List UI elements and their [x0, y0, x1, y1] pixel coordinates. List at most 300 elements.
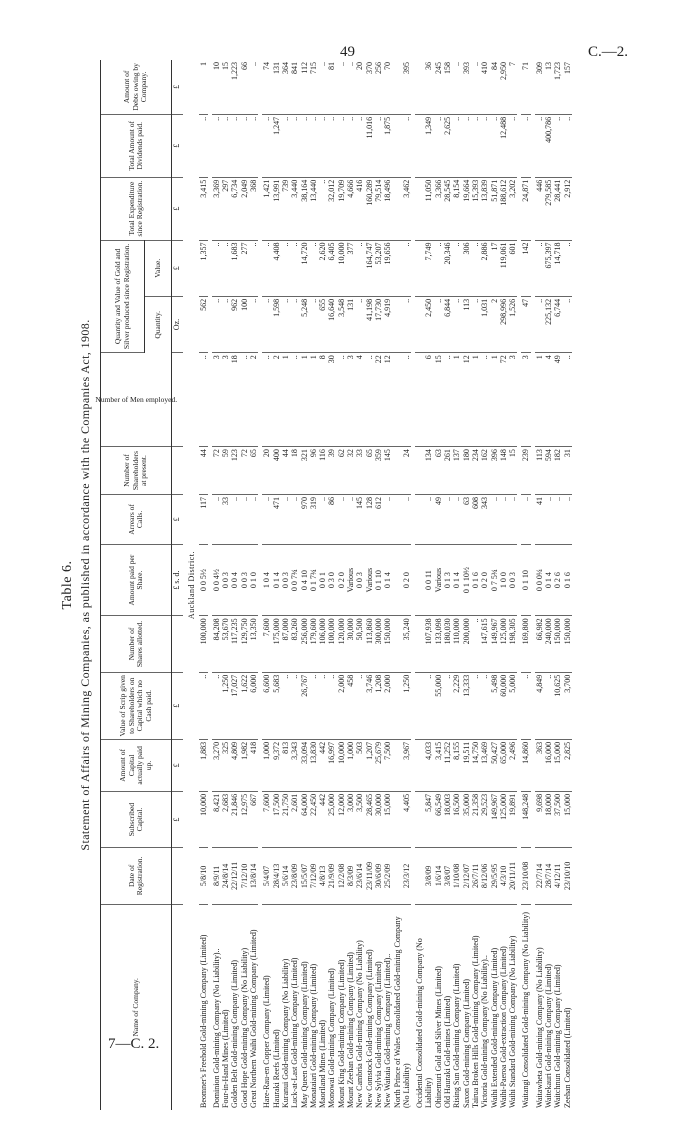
cell-dividends: ..	[535, 114, 544, 177]
cell-paid-up: 1,207	[365, 739, 374, 791]
cell-name: Good Hope Gold-mining Company (No Liability)	[239, 947, 249, 1108]
cell-value: 20,346	[443, 240, 452, 296]
cell-shares: 300,000	[374, 616, 383, 672]
cell-holders: 113	[535, 447, 544, 495]
cell-quantity: 2,450	[415, 296, 434, 352]
cell-debts: 74	[262, 60, 271, 114]
cell-men: 1	[281, 353, 290, 447]
cell-men: 3	[521, 353, 530, 447]
cell-shares: 147,615	[480, 616, 489, 672]
cell-dividends: ..	[346, 114, 355, 177]
cell-amount-paid: 0 3 0	[327, 544, 336, 616]
cell-paid-up: 1,000	[346, 739, 355, 791]
cell-dividends: ..	[462, 114, 471, 177]
cell-scrip: 3,700	[563, 672, 572, 739]
table-body	[172, 60, 572, 1110]
cell-value: 6,405	[327, 240, 336, 296]
cell-shares: 7,600	[262, 616, 271, 672]
cell-men: 8	[318, 353, 327, 447]
cell-shares: 198,305	[508, 616, 517, 672]
cell-shares: 110,000	[452, 616, 461, 672]
cell-scrip: ..	[415, 672, 434, 739]
cell-arrears: 33	[221, 494, 230, 544]
cell-value: 4,408	[272, 240, 281, 296]
cell-name: Golden Belt Gold-mining Company (Limited)	[230, 960, 240, 1108]
cell-debts: 309	[535, 60, 544, 114]
table-row	[230, 60, 239, 1110]
cell-holders: 123	[230, 447, 239, 495]
cell-shares: 125,000	[499, 616, 508, 672]
cell-dividends: 12,488	[499, 114, 508, 177]
cell-quantity: 562	[199, 296, 208, 352]
cell-shares: 117,235	[230, 616, 239, 672]
cell-amount-paid: 0 2 0	[480, 544, 489, 616]
cell-debts: 15	[221, 60, 230, 114]
cell-holders: 62	[337, 447, 346, 495]
cell-amount-paid: 0 1 4	[383, 544, 392, 616]
cell-amount-paid: 0 0 5½	[199, 544, 208, 616]
cell-debts: 395	[393, 60, 412, 114]
cell-expenditure: 3,202	[508, 177, 517, 240]
cell-men: 12	[462, 353, 471, 447]
cell-shares: 180,030	[443, 616, 452, 672]
cell-shares: 100,000	[327, 616, 336, 672]
cell-scrip: 60,000	[499, 672, 508, 739]
cell-paid-up: 14,750	[471, 739, 480, 791]
cell-quantity: ..	[212, 296, 221, 352]
cell-scrip: ..	[471, 672, 480, 739]
cell-holders: 148	[499, 447, 508, 495]
cell-value: 164,747	[365, 240, 374, 296]
cell-expenditure: 6,734	[230, 177, 239, 240]
cell-value: 10,000	[337, 240, 346, 296]
cell-subscribed: 21,846	[230, 791, 239, 847]
cell-quantity: 6,744	[553, 296, 562, 352]
table-row	[553, 60, 562, 1110]
cell-subscribed: 18,003	[443, 791, 452, 847]
cell-debts: 157	[563, 60, 572, 114]
cell-shares: 106,000	[318, 616, 327, 672]
cell-paid-up: 3,967	[393, 739, 412, 791]
cell-holders: 44	[199, 447, 208, 495]
unit-scrip: £	[172, 672, 184, 739]
cell-amount-paid: 0 1 10	[521, 544, 530, 616]
cell-shares: 200,000	[462, 616, 471, 672]
cell-holders: 162	[480, 447, 489, 495]
cell-expenditure: 297	[221, 177, 230, 240]
cell-men: 30	[327, 353, 336, 447]
cell-name: Great Northern Waihi Gold-mining Company (Limited)	[249, 929, 259, 1108]
cell-quantity: 47	[521, 296, 530, 352]
cell-name: Hare-Rau-en Copper Company (Limited)	[262, 975, 272, 1108]
cell-dividends: 2,625	[443, 114, 452, 177]
cell-shares: 169,800	[521, 616, 530, 672]
table-row	[563, 60, 572, 1110]
cell-scrip: 5,498	[490, 672, 499, 739]
cell-men: 3	[508, 353, 517, 447]
cell-name: Hauraki Reefs (Limited)	[271, 1029, 281, 1108]
cell-arrears: ..	[563, 494, 572, 544]
cell-paid-up: 25,679	[374, 739, 383, 791]
cell-dividends: 1,349	[415, 114, 434, 177]
cell-amount-paid: 0 1 4	[544, 544, 553, 616]
table-row	[490, 60, 499, 1110]
cell-amount-paid: 0 1 6	[563, 544, 572, 616]
cell-expenditure: 13,991	[272, 177, 281, 240]
cell-value: 2,620	[318, 240, 327, 296]
cell-expenditure: 13,440	[309, 177, 318, 240]
cell-holders: 33	[355, 447, 364, 495]
cell-dividends: ..	[327, 114, 336, 177]
cell-expenditure: 3,366	[434, 177, 443, 240]
cell-amount-paid: 1 0 4	[262, 544, 271, 616]
cell-date: 29/5/95	[490, 848, 499, 904]
table-row	[499, 60, 508, 1110]
table-row	[434, 60, 443, 1110]
cell-scrip: 6,000	[249, 672, 258, 739]
cell-quantity: 225,132	[544, 296, 553, 352]
cell-dividends: ..	[281, 114, 290, 177]
cell-name: Waitchnun Gold-mining Company (Limited)	[553, 964, 563, 1108]
cell-value: 675,397	[544, 240, 553, 296]
cell-date: 8/9/11	[212, 848, 221, 904]
cell-arrears: ..	[383, 494, 392, 544]
cell-holders: 44	[281, 447, 290, 495]
cell-expenditure: 8,154	[452, 177, 461, 240]
cell-scrip: ..	[327, 672, 336, 739]
cell-date: 3/8/07	[443, 848, 452, 904]
cell-date: 1/10/08	[452, 848, 461, 904]
cell-scrip: 10,625	[553, 672, 562, 739]
cell-scrip: ..	[290, 672, 299, 739]
cell-quantity: ..	[262, 296, 271, 352]
cell-dividends: ..	[337, 114, 346, 177]
cell-date: 15/5/07	[300, 848, 309, 904]
units-row	[172, 60, 184, 1110]
cell-men: 3	[346, 353, 355, 447]
cell-shares: 87,000	[281, 616, 290, 672]
cell-quantity: 16,640	[327, 296, 336, 352]
cell-dividends: 1,247	[272, 114, 281, 177]
cell-amount-paid: 0 1 6	[471, 544, 480, 616]
table-title: Table 6.	[60, 560, 75, 610]
cell-subscribed: 16,500	[452, 791, 461, 847]
cell-value: ..	[471, 240, 480, 296]
cell-quantity: ..	[452, 296, 461, 352]
cell-holders: 18	[290, 447, 299, 495]
cell-holders: 39	[327, 447, 336, 495]
cell-name: Monowai Gold-mining Company (Limited)	[327, 968, 337, 1108]
district-row	[183, 60, 198, 1110]
cell-expenditure: 79,514	[374, 177, 383, 240]
unit-quantity: Oz.	[172, 296, 184, 352]
cell-holders: 65	[365, 447, 374, 495]
cell-amount-paid: 0 0 4	[230, 544, 239, 616]
cell-holders: 24	[393, 447, 412, 495]
cell-holders: 594	[544, 447, 553, 495]
table-row	[443, 60, 452, 1110]
cell-subscribed: 15,000	[383, 791, 392, 847]
cell-scrip: 1,250	[393, 672, 412, 739]
cell-men: 18	[230, 353, 239, 447]
cell-name: Beomner's Freehold Gold-mining Company (Limited)	[198, 934, 208, 1108]
cell-paid-up: 9,372	[272, 739, 281, 791]
cell-holders: 261	[443, 447, 452, 495]
cell-shares: 175,000	[272, 616, 281, 672]
cell-holders: 359	[374, 447, 383, 495]
cell-shares: 240,000	[544, 616, 553, 672]
cell-dividends: ..	[318, 114, 327, 177]
cell-value: 53,207	[374, 240, 383, 296]
col-header-dividends: Total Amount of Dividends paid.	[101, 114, 172, 177]
col-header-amount-paid: Amount paid per Share.	[101, 544, 172, 616]
cell-date: 24/8/14	[221, 848, 230, 904]
cell-holders: 31	[563, 447, 572, 495]
cell-men: 1	[535, 353, 544, 447]
cell-paid-up: 2,496	[508, 739, 517, 791]
cell-quantity: ..	[290, 296, 299, 352]
cell-date: 1/6/14	[434, 848, 443, 904]
cell-debts: 1,223	[230, 60, 239, 114]
cell-men: 2	[272, 353, 281, 447]
cell-men: ..	[365, 353, 374, 447]
cell-quantity: 1,031	[480, 296, 489, 352]
cell-paid-up: 4,033	[415, 739, 434, 791]
cell-debts: 36	[415, 60, 434, 114]
cell-value: ..	[535, 240, 544, 296]
cell-date: 23/11/09	[365, 848, 374, 904]
cell-debts: ..	[318, 60, 327, 114]
cell-men: 12	[383, 353, 392, 447]
cell-amount-paid: Various	[434, 544, 443, 616]
cell-date: 7/12/10	[240, 848, 249, 904]
cell-debts: 410	[480, 60, 489, 114]
cell-men: 3	[221, 353, 230, 447]
col-header-subscribed: Subscribed Capital.	[101, 791, 172, 847]
cell-expenditure: 38,164	[300, 177, 309, 240]
cell-value: 277	[240, 240, 249, 296]
cell-shares: 133,098	[434, 616, 443, 672]
cell-expenditure: 28,441	[553, 177, 562, 240]
cell-quantity: 41,198	[365, 296, 374, 352]
cell-date: 23/3/12	[393, 848, 412, 904]
cell-date: 20/11/11	[508, 848, 517, 904]
cell-arrears: ..	[346, 494, 355, 544]
cell-holders: 180	[462, 447, 471, 495]
cell-amount-paid: 0 2 0	[393, 544, 412, 616]
cell-scrip: ..	[443, 672, 452, 739]
cell-dividends: ..	[471, 114, 480, 177]
table-row	[535, 60, 544, 1110]
cell-amount-paid: 0 1 10	[374, 544, 383, 616]
cell-shares: 179,600	[309, 616, 318, 672]
cell-quantity: 17,730	[374, 296, 383, 352]
cell-scrip: 1,208	[374, 672, 383, 739]
cell-debts: ..	[452, 60, 461, 114]
cell-amount-paid: 1 0 0	[499, 544, 508, 616]
cell-value: ..	[221, 240, 230, 296]
cell-expenditure: 3,369	[212, 177, 221, 240]
cell-shares: 129,750	[240, 616, 249, 672]
unit-name	[172, 904, 184, 1110]
cell-quantity: ..	[393, 296, 412, 352]
cell-date: 23/10/10	[563, 848, 572, 904]
cell-paid-up: 13,830	[309, 739, 318, 791]
cell-subscribed: 25,000	[327, 791, 336, 847]
cell-arrears: ..	[415, 494, 434, 544]
cell-arrears: ..	[443, 494, 452, 544]
cell-name: Luck-at-Last Gold-mining Company (Limited)	[290, 957, 300, 1108]
cell-subscribed: 37,500	[553, 791, 562, 847]
cell-expenditure: 28,545	[443, 177, 452, 240]
cell-quantity: 962	[230, 296, 239, 352]
cell-dividends: ..	[290, 114, 299, 177]
cell-shares: 84,208	[212, 616, 221, 672]
table-row	[355, 60, 364, 1110]
cell-arrears: ..	[508, 494, 517, 544]
cell-expenditure: 11,050	[415, 177, 434, 240]
cell-value: 377	[346, 240, 355, 296]
cell-debts: 7	[508, 60, 517, 114]
cell-date: 28/4/13	[272, 848, 281, 904]
cell-subscribed: 35,000	[462, 791, 471, 847]
cell-scrip: 1,622	[240, 672, 249, 739]
cell-shares: 13,350	[249, 616, 258, 672]
cell-quantity: ..	[249, 296, 258, 352]
cell-arrears: ..	[553, 494, 562, 544]
cell-paid-up: 19,511	[462, 739, 471, 791]
cell-dividends: ..	[374, 114, 383, 177]
cell-name: Four-in-Hand Mines (Limited)	[221, 1009, 231, 1108]
table-row	[300, 60, 309, 1110]
cell-subscribed: 3,000	[346, 791, 355, 847]
cell-paid-up: 50,427	[490, 739, 499, 791]
cell-name: Waitangi Consolidated Gold-mining Company (No Liability)	[521, 912, 531, 1108]
cell-value: 14,718	[553, 240, 562, 296]
cell-expenditure: 1,421	[262, 177, 271, 240]
unit-value: £	[172, 240, 184, 296]
cell-scrip: 17,027	[230, 672, 239, 739]
cell-dividends: ..	[355, 114, 364, 177]
cell-amount-paid: 0 0 1	[318, 544, 327, 616]
cell-quantity: ..	[309, 296, 318, 352]
cell-shares: 107,938	[415, 616, 434, 672]
cell-dividends: ..	[434, 114, 443, 177]
cell-value: ..	[355, 240, 364, 296]
cell-date: 8/12/06	[480, 848, 489, 904]
cell-subscribed: 29,523	[480, 791, 489, 847]
cell-shares: 83,260	[290, 616, 299, 672]
unit-subscribed: £	[172, 791, 184, 847]
cell-men: ..	[240, 353, 249, 447]
cell-date: 4/3/10	[499, 848, 508, 904]
cell-shares: 50,500	[355, 616, 364, 672]
cell-subscribed: 8,421	[212, 791, 221, 847]
cell-men: 4	[544, 353, 553, 447]
cell-debts: 71	[521, 60, 530, 114]
unit-debts: £	[172, 60, 184, 114]
cell-dividends: ..	[563, 114, 572, 177]
table-row	[221, 60, 230, 1110]
cell-arrears: ..	[490, 494, 499, 544]
cell-amount-paid: Various	[346, 544, 355, 616]
cell-quantity: 131	[346, 296, 355, 352]
cell-expenditure: 19,709	[337, 177, 346, 240]
cell-amount-paid: 0 0 11	[415, 544, 434, 616]
cell-value: 306	[462, 240, 471, 296]
cell-debts: 364	[281, 60, 290, 114]
cell-arrears: 145	[355, 494, 364, 544]
cell-date: 13/8/14	[249, 848, 258, 904]
cell-name: Dominion Gold-mining Company (No Liability)..	[211, 948, 221, 1108]
cell-dividends: ..	[249, 114, 258, 177]
cell-expenditure: 160,289	[365, 177, 374, 240]
cell-scrip: 3,746	[365, 672, 374, 739]
cell-paid-up: 13,469	[480, 739, 489, 791]
cell-arrears: ..	[521, 494, 530, 544]
cell-scrip: 26,767	[300, 672, 309, 739]
cell-dividends: ..	[221, 114, 230, 177]
cell-expenditure: 739	[281, 177, 290, 240]
cell-expenditure: 13,839	[480, 177, 489, 240]
cell-shares: 35,240	[393, 616, 412, 672]
cell-shares: 66,982	[535, 616, 544, 672]
cell-amount-paid: 0 1 4	[272, 544, 281, 616]
table-row	[249, 60, 258, 1110]
cell-value: 1,357	[199, 240, 208, 296]
cell-arrears: ..	[544, 494, 553, 544]
cell-men: ..	[290, 353, 299, 447]
cell-subscribed: 7,600	[262, 791, 271, 847]
cell-scrip: ..	[212, 672, 221, 739]
cell-subscribed: 667	[249, 791, 258, 847]
cell-arrears: 128	[365, 494, 374, 544]
cell-quantity: 6,844	[443, 296, 452, 352]
cell-subscribed: 15,000	[563, 791, 572, 847]
mining-companies-table	[95, 60, 572, 1110]
cell-quantity: ..	[471, 296, 480, 352]
table-row	[290, 60, 299, 1110]
cell-name: Maoriland Mines (Limited)	[318, 1020, 328, 1108]
table-row	[521, 60, 530, 1110]
cell-amount-paid: 0 0 3	[221, 544, 230, 616]
cell-holders: 65	[249, 447, 258, 495]
cell-name: Waihi Standard Gold-mining Company (No Liability)	[508, 935, 518, 1108]
unit-arrears: £	[172, 494, 184, 544]
unit-shares	[172, 616, 184, 672]
cell-paid-up: 442	[318, 739, 327, 791]
cell-name: New Cambria Gold-mining Company (No Liability)	[355, 940, 365, 1108]
cell-scrip: ..	[480, 672, 489, 739]
cell-name: Mount Zeehan Gold-mining Company (Limited)	[346, 952, 356, 1108]
cell-amount-paid: 0 2 6	[553, 544, 562, 616]
cell-date: 30/6/09	[374, 848, 383, 904]
cell-arrears: ..	[262, 494, 271, 544]
cell-paid-up: 1,982	[240, 739, 249, 791]
cell-expenditure: 24,871	[521, 177, 530, 240]
cell-debts: ..	[471, 60, 480, 114]
cell-paid-up: 325	[221, 739, 230, 791]
cell-paid-up: 363	[535, 739, 544, 791]
cell-debts: 256	[374, 60, 383, 114]
cell-expenditure: 188,612	[499, 177, 508, 240]
cell-debts: 841	[290, 60, 299, 114]
cell-shares: 100,000	[199, 616, 208, 672]
cell-subscribed: 64,000	[300, 791, 309, 847]
cell-subscribed: 4,405	[393, 791, 412, 847]
cell-dividends: ..	[230, 114, 239, 177]
cell-name: Saxon Gold-mining Company (Limited)	[461, 978, 471, 1108]
